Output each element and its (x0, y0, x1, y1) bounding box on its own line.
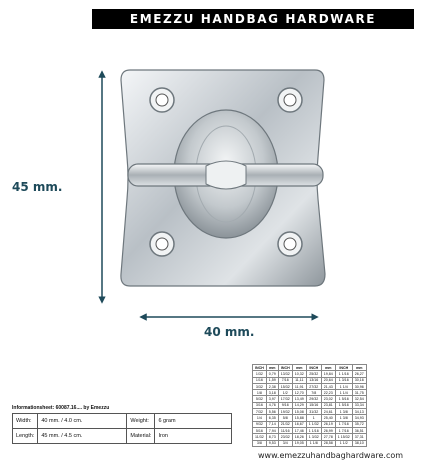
inch-mm-conversion-table (252, 364, 367, 447)
table-cell: 36,51 (352, 427, 366, 433)
column-header: mm (321, 365, 335, 371)
table-cell: 13/32 (278, 371, 292, 377)
table-cell: 15,08 (292, 409, 306, 415)
table-cell: 1 1/16 (306, 427, 321, 433)
table-cell: 1/16 (253, 377, 267, 383)
table-cell: 11/16 (278, 427, 292, 433)
table-cell: 1/4 (253, 415, 267, 421)
table-cell: 1/2 (278, 390, 292, 396)
width-value-cell: 40 mm. / 4.0 cm. (38, 414, 127, 429)
table-cell: 12,70 (292, 390, 306, 396)
table-cell: 23,02 (321, 396, 335, 402)
table-cell: 37,31 (352, 434, 366, 440)
table-cell: 23,81 (321, 402, 335, 408)
table-cell: 2,38 (266, 383, 278, 389)
height-label: 45 mm. (12, 180, 63, 194)
table-cell: 34,13 (352, 409, 366, 415)
table-row (13, 414, 232, 429)
table-cell: 1 3/8 (335, 409, 352, 415)
table-cell: 33,34 (352, 402, 366, 408)
ring-plate-icon (110, 62, 335, 294)
table-cell: 38,10 (352, 440, 366, 446)
table-cell: 1 3/32 (306, 434, 321, 440)
weight-label-cell: Weight: (127, 414, 155, 429)
column-header: INCH (306, 365, 321, 371)
table-cell: 26,99 (321, 427, 335, 433)
table-cell: 19,84 (321, 371, 335, 377)
table-cell: 7/16 (278, 377, 292, 383)
table-cell: 9,53 (266, 440, 278, 446)
table-cell: 11,11 (292, 377, 306, 383)
table-cell: 34,93 (352, 415, 366, 421)
table-cell: 25/32 (306, 371, 321, 377)
table-cell: 10,32 (292, 371, 306, 377)
table-cell: 1,59 (266, 377, 278, 383)
table-cell: 1/32 (253, 371, 267, 377)
table-cell: 22,23 (321, 390, 335, 396)
column-header: mm (292, 365, 306, 371)
table-cell: 0,79 (266, 371, 278, 377)
table-cell: 11,91 (292, 383, 306, 389)
table-cell: 3/8 (253, 440, 267, 446)
table-cell: 7/8 (306, 390, 321, 396)
table-cell: 17/32 (278, 396, 292, 402)
table-cell: 29/32 (306, 396, 321, 402)
table-cell: 14,29 (292, 402, 306, 408)
table-cell: 24,61 (321, 409, 335, 415)
table-cell: 5/32 (253, 396, 267, 402)
table-cell: 15,88 (292, 415, 306, 421)
table-cell: 1 1/2 (335, 440, 352, 446)
table-cell: 32,54 (352, 396, 366, 402)
table-row (13, 429, 232, 444)
table-cell: 31,75 (352, 390, 366, 396)
table-cell: 30,16 (352, 377, 366, 383)
table-cell: 13,49 (292, 396, 306, 402)
table-cell: 35,72 (352, 421, 366, 427)
table-cell: 19,05 (292, 440, 306, 446)
table-cell: 1 5/16 (335, 402, 352, 408)
table-cell: 20,64 (321, 377, 335, 383)
table-cell: 4,76 (266, 402, 278, 408)
table-cell: 11/32 (253, 434, 267, 440)
table-cell: 5/8 (278, 415, 292, 421)
table-cell: 9/16 (278, 402, 292, 408)
info-sheet-table (12, 413, 232, 444)
table-cell: 1/8 (253, 390, 267, 396)
table-cell: 26,19 (321, 421, 335, 427)
column-header: INCH (335, 365, 352, 371)
table-cell: 3/4 (278, 440, 292, 446)
table-cell: 1 1/32 (306, 421, 321, 427)
table-cell: 19/32 (278, 409, 292, 415)
table-cell: 1 5/16 (335, 396, 352, 402)
table-cell: 27/32 (306, 383, 321, 389)
table-cell: 1 7/16 (335, 421, 352, 427)
table-cell: 18,26 (292, 434, 306, 440)
table-cell: 1 (306, 415, 321, 421)
table-cell: 23/32 (278, 434, 292, 440)
table-cell: 1 3/8 (335, 415, 352, 421)
table-cell: 21/32 (278, 421, 292, 427)
table-cell: 21,43 (321, 383, 335, 389)
table-cell: 1 1/4 (335, 383, 352, 389)
table-cell: 3,18 (266, 390, 278, 396)
table-cell: 1 7/16 (335, 427, 352, 433)
width-label-cell: Width: (13, 414, 38, 429)
column-header: INCH (278, 365, 292, 371)
table-cell: 16,67 (292, 421, 306, 427)
table-cell: 26,27 (352, 371, 366, 377)
page-title: EMEZZU HANDBAG HARDWARE (92, 9, 414, 29)
table-cell: 1 15/32 (335, 434, 352, 440)
table-cell: 3,97 (266, 396, 278, 402)
column-header: mm (266, 365, 278, 371)
table-cell: 8,73 (266, 434, 278, 440)
table-cell: 7,94 (266, 427, 278, 433)
column-header: INCH (253, 365, 267, 371)
table-cell: 5,56 (266, 409, 278, 415)
table-cell: 25,40 (321, 415, 335, 421)
table-cell: 13/16 (306, 377, 321, 383)
table-cell: 3/16 (253, 402, 267, 408)
table-cell: 31/32 (306, 409, 321, 415)
width-label: 40 mm. (204, 325, 255, 339)
table-cell: 5/16 (253, 427, 267, 433)
table-cell: 1 3/16 (335, 377, 352, 383)
table-cell: 27,78 (321, 434, 335, 440)
material-value-cell: Iron (155, 429, 232, 444)
table-cell: 1 1/8 (306, 440, 321, 446)
table-cell: 1 1/16 (335, 371, 352, 377)
info-sheet-title: Informationsheet: 60087.16.... by Emezzu (12, 405, 110, 411)
table-cell: 3/32 (253, 383, 267, 389)
website-url: www.emezzuhandbaghardware.com (258, 451, 404, 460)
length-label-cell: Length: (13, 429, 38, 444)
table-cell: 7,14 (266, 421, 278, 427)
table-cell: 30,96 (352, 383, 366, 389)
table-cell: 28,58 (321, 440, 335, 446)
table-row (253, 440, 367, 446)
table-cell: 17,46 (292, 427, 306, 433)
material-label-cell: Material: (127, 429, 155, 444)
column-header: mm (352, 365, 366, 371)
table-cell: 7/32 (253, 409, 267, 415)
weight-value-cell: 6 gram (155, 414, 232, 429)
table-cell: 15/16 (306, 402, 321, 408)
table-cell: 1 1/4 (335, 390, 352, 396)
table-cell: 15/32 (278, 383, 292, 389)
table-cell: 9/32 (253, 421, 267, 427)
table-cell: 6,35 (266, 415, 278, 421)
length-value-cell: 45 mm. / 4.5 cm. (38, 429, 127, 444)
